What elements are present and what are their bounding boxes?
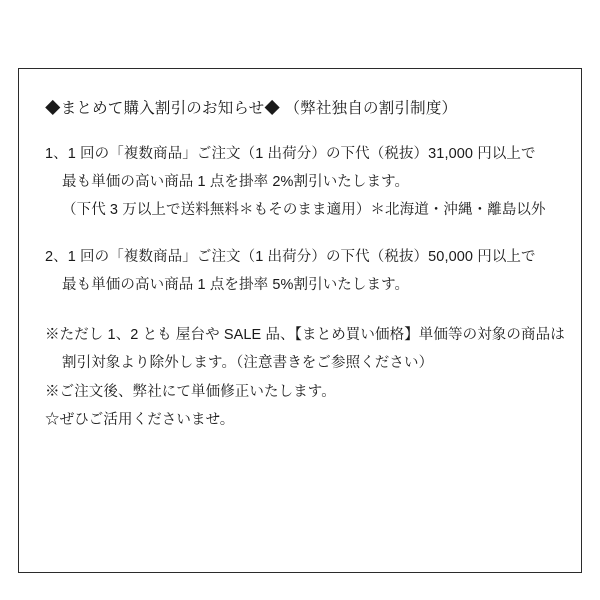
notes-line-2: 割引対象より除外します。（注意書きをご参照ください） bbox=[62, 355, 434, 372]
rule-1-line-1: 1、1 回の「複数商品」ご注文（1 出荷分）の下代（税抜）31,000 円以上で bbox=[45, 145, 536, 162]
rule-2-section bbox=[45, 243, 555, 300]
notice-box bbox=[18, 68, 582, 573]
notes-line-1: ※ただし 1、2 とも 屋台や SALE 品、【まとめ買い価格】単価等の対象の商品は bbox=[45, 327, 565, 344]
notice-content bbox=[19, 69, 581, 434]
rule-2-line-1: 2、1 回の「複数商品」ご注文（1 出荷分）の下代（税抜）50,000 円以上で bbox=[45, 248, 536, 265]
page-title: ◆まとめて購入割引のお知らせ◆ （弊社独自の割引制度） bbox=[45, 100, 458, 117]
rule-1-line-3: （下代 3 万以上で送料無料＊もそのまま適用）＊北海道・沖縄・離島以外 bbox=[62, 202, 546, 219]
rule-2-line-2: 最も単価の高い商品 1 点を掛率 5%割引いたします。 bbox=[62, 276, 410, 293]
notes-section bbox=[45, 321, 565, 434]
rule-1-section bbox=[45, 140, 555, 225]
notes-line-3: ※ご注文後、弊社にて単価修正いたします。 bbox=[45, 383, 336, 400]
notes-line-4: ☆ぜひご活用くださいませ。 bbox=[45, 411, 235, 428]
rule-1-line-2: 最も単価の高い商品 1 点を掛率 2%割引いたします。 bbox=[62, 174, 410, 191]
